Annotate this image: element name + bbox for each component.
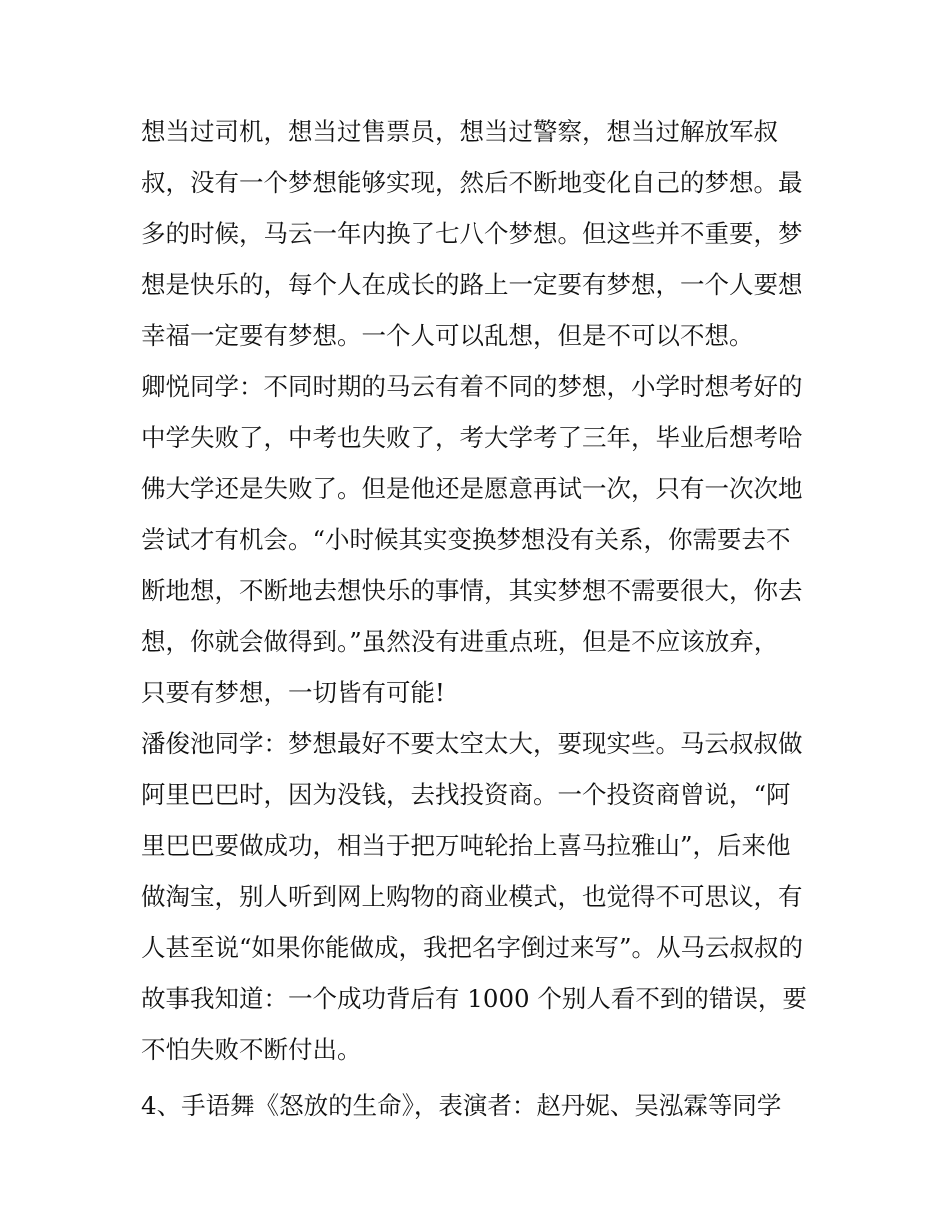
text-line: 潘俊池同学：梦想最好不要太空太大，要现实些。马云叔叔做 [141, 729, 803, 758]
text-line: 叔，没有一个梦想能够实现，然后不断地变化自己的梦想。最 [141, 168, 803, 197]
text-line: 幸福一定要有梦想。一个人可以乱想，但是不可以不想。 [141, 321, 754, 350]
text-line: 尝试才有机会。“小时候其实变换梦想没有关系，你需要去不 [141, 525, 791, 554]
text-line: 中学失败了，中考也失败了，考大学考了三年，毕业后想考哈 [141, 423, 803, 452]
text-line: 想，你就会做得到。”虽然没有进重点班，但是不应该放弃， [141, 627, 779, 656]
text-line: 故事我知道：一个成功背后有 1000 个别人看不到的错误，要 [141, 984, 807, 1013]
text-line: 里巴巴要做成功，相当于把万吨轮抬上喜马拉雅山”，后来他 [141, 831, 791, 860]
text-line: 只要有梦想，一切皆有可能! [141, 678, 445, 707]
text-line: 多的时候，马云一年内换了七八个梦想。但这些并不重要，梦 [141, 219, 803, 248]
text-line: 人甚至说“如果你能做成，我把名字倒过来写”。从马云叔叔的 [141, 933, 804, 962]
text-line: 不怕失败不断付出。 [141, 1035, 362, 1064]
document-body [141, 106, 821, 1131]
section-heading: 4、手语舞《怒放的生命》，表演者：赵丹妮、吴泓霖等同学 [141, 1091, 782, 1120]
text-line: 做淘宝，别人听到网上购物的商业模式，也觉得不可思议，有 [141, 882, 803, 911]
text-line: 卿悦同学：不同时期的马云有着不同的梦想，小学时想考好的 [141, 372, 803, 401]
text-line: 断地想，不断地去想快乐的事情，其实梦想不需要很大，你去 [141, 576, 803, 605]
text-line: 想当过司机，想当过售票员，想当过警察，想当过解放军叔 [141, 117, 778, 146]
text-line: 佛大学还是失败了。但是他还是愿意再试一次，只有一次次地 [141, 474, 803, 503]
text-line: 阿里巴巴时，因为没钱，去找投资商。一个投资商曾说，“阿 [141, 780, 791, 809]
text-line: 想是快乐的，每个人在成长的路上一定要有梦想，一个人要想 [141, 270, 803, 299]
